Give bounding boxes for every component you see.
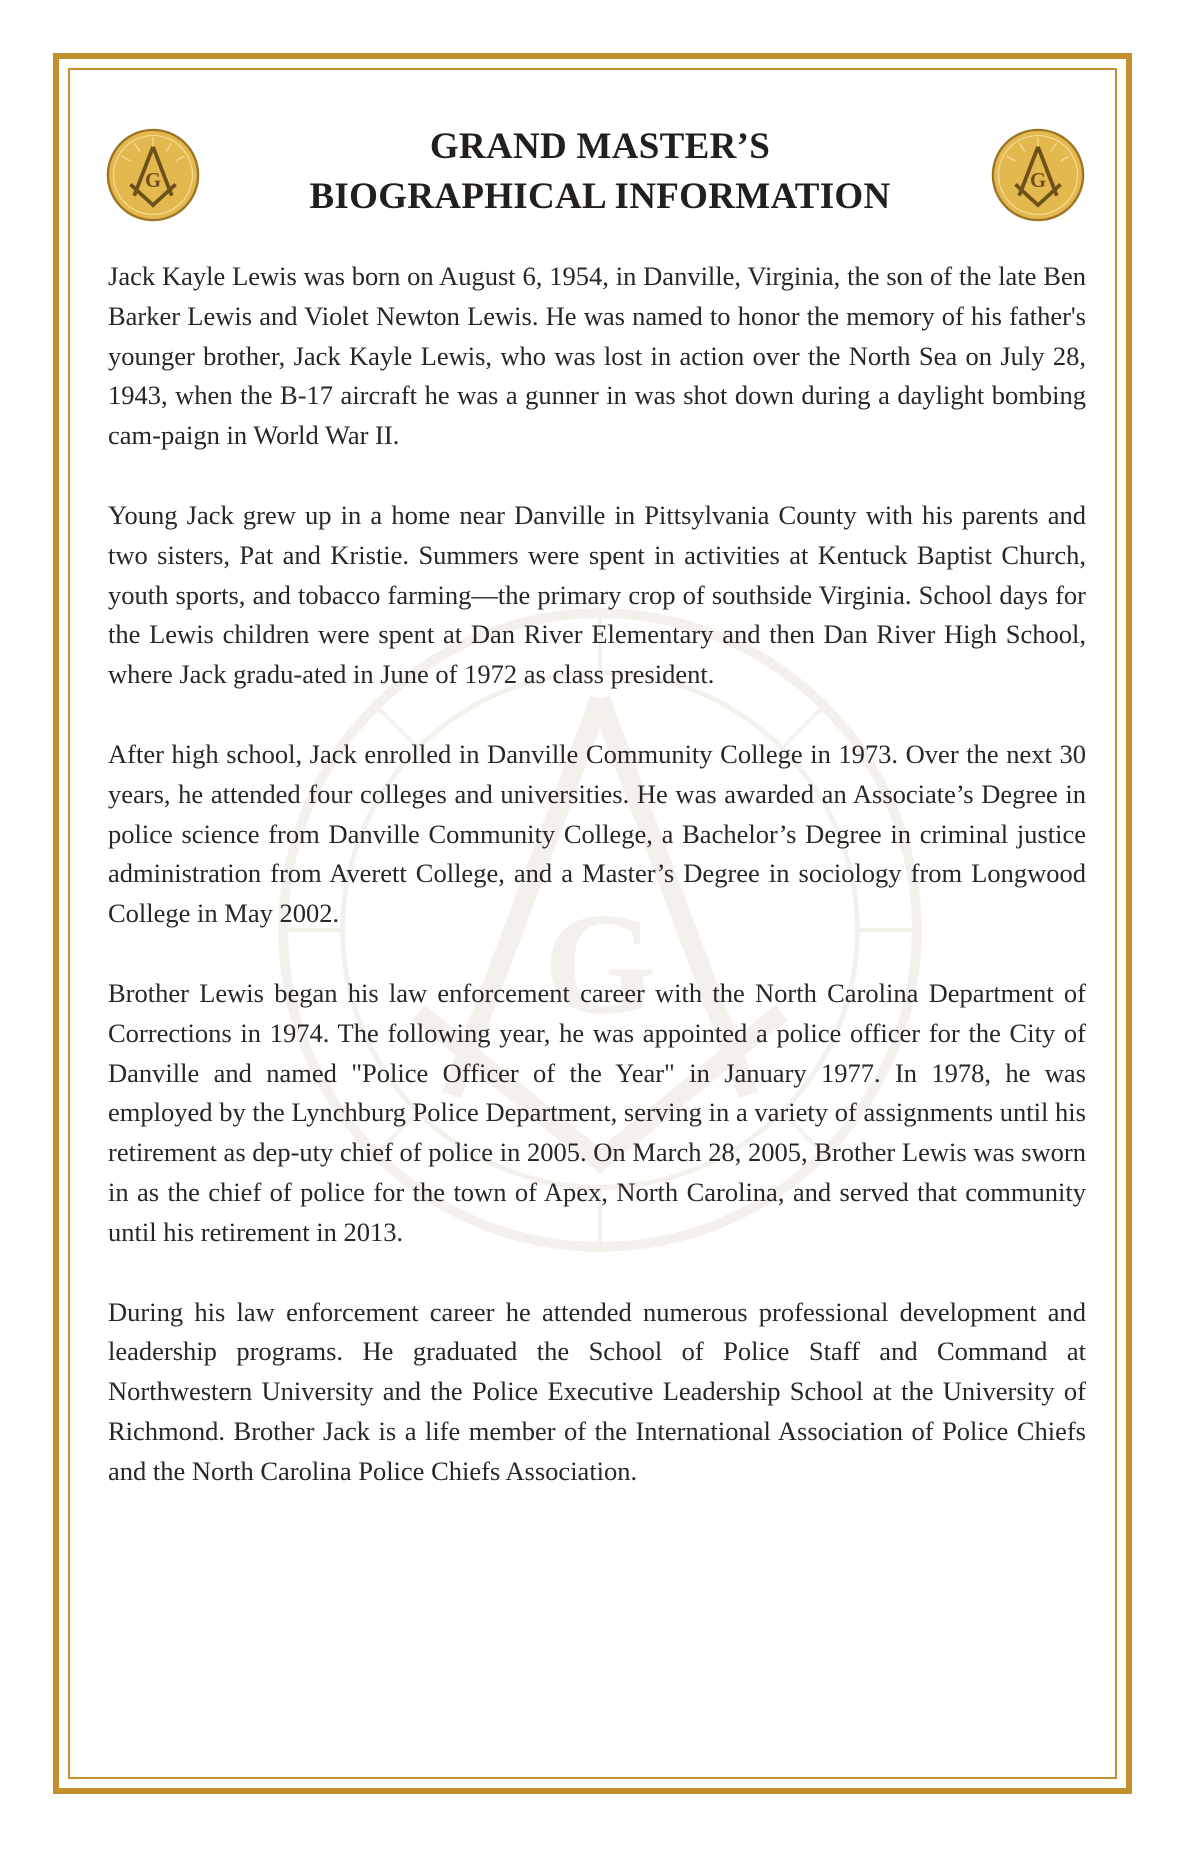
watermark-letter: G [543,884,657,1045]
biography-body [108,257,1086,1532]
masonic-emblem-right-icon [991,128,1085,222]
masonic-emblem-left-icon [106,128,200,222]
title-line-1: GRAND MASTER’S [429,126,771,167]
paragraph-career: Brother Lewis began his law enforcement career with the North Carolina Department of Corrections in 1974. The following year, he was appointed a police officer for the City of Danville and named "Police Officer of the Year" in January 1977. In 1978, he was employed by the Lynchburg Police Department, serving in a variety of assignments until his retirement as dep-uty chief of police in 2005. On March 28, 2005, Brother Lewis was sworn in as the chief of police for the town of Apex, North Carolina, and served that community until his retirement in 2013. [108,977,1086,1247]
paragraph-birth: Jack Kayle Lewis was born on August 6, 1954, in Danville, Virginia, the son of the late Ben Barker Lewis and Violet Newton Lewis. He was named to honor the memory of his father's younger brother, Jack Kayle Lewis, who was lost in action over the North Sea on July 28, 1943, when the B-17 aircraft he was a gunner in was shot down during a daylight bombing cam-paign in World War II. [108,261,1086,451]
page-title [200,122,1000,222]
emblem-left-letter: G [144,170,162,193]
title-line-2: BIOGRAPHICAL INFORMATION [309,176,891,217]
emblem-right-letter: G [1029,170,1047,193]
paragraph-childhood: Young Jack grew up in a home near Danville in Pittsylvania County with his parents and two sisters, Pat and Kristie. Summers were spent in activities at Kentuck Baptist Church, youth sports, and tobacco farming—the primary crop of southside Virginia. School days for the Lewis children were spent at Dan River Elementary and then Dan River High School, where Jack gradu-ated in June of 1972 as class president. [108,499,1086,690]
paragraph-training: During his law enforcement career he attended numerous professional development and leadership programs. He graduated the School of Police Staff and Command at Northwestern University and the Police Executive Leadership School at the University of Richmond. Brother Jack is a life member of the International Association of Police Chiefs and the North Carolina Police Chiefs Association. [108,1296,1086,1486]
paragraph-education: After high school, Jack enrolled in Danville Community College in 1973. Over the next 30 years, he attended four colleges and universities. He was awarded an Associate’s Degree in police science from Danville Community College, a Bachelor’s Degree in criminal justice administration from Averett College, and a Master’s Degree in sociology from Longwood College in May 2002. [108,738,1086,929]
